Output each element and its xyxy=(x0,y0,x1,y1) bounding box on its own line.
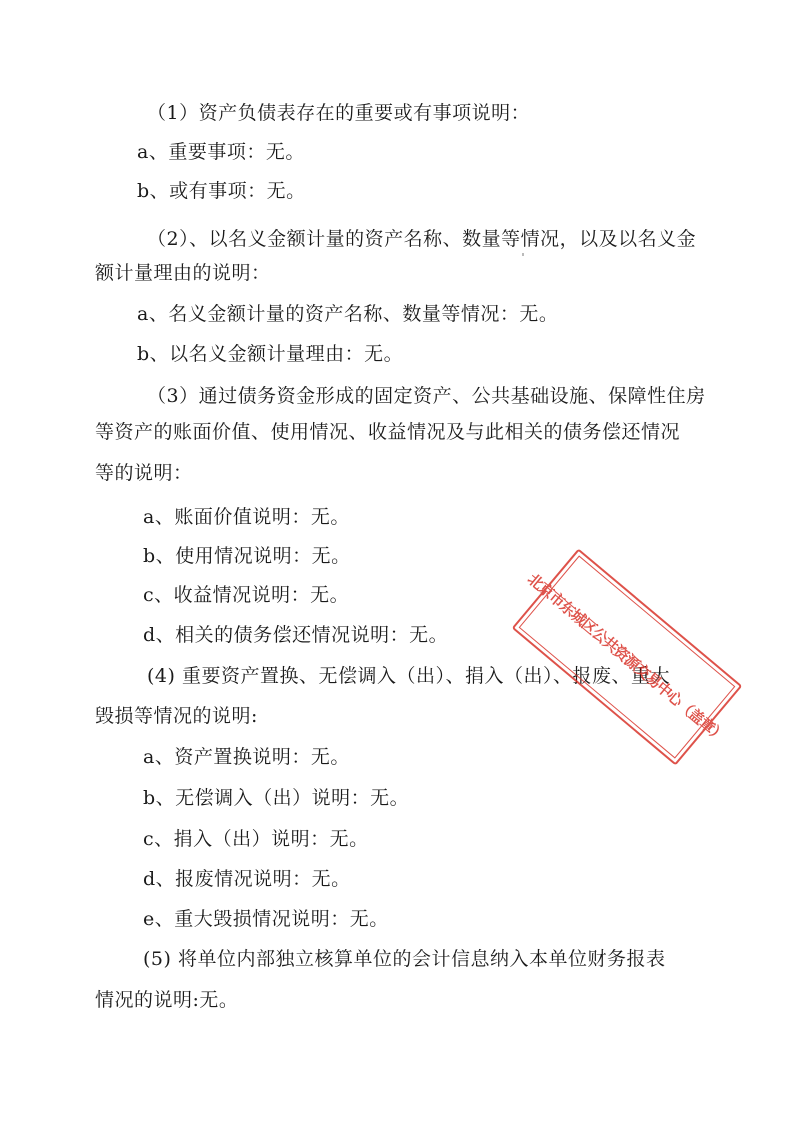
section-3-heading-cont-2: 等的说明： xyxy=(95,462,193,484)
section-1-item-a: a、重要事项：无。 xyxy=(137,141,305,163)
section-1-item-b: b、或有事项：无。 xyxy=(137,180,306,202)
section-2-heading: （2）、以名义金额计量的资产名称、数量等情况，以及以名义金 xyxy=(147,228,697,250)
section-3-heading: （3）通过债务资金形成的固定资产、公共基础设施、保障性住房 xyxy=(147,385,706,407)
section-4-item-b: b、无偿调入（出）说明：无。 xyxy=(143,787,410,809)
section-1-heading: （1）资产负债表存在的重要或有事项说明： xyxy=(147,102,531,124)
official-seal-stamp xyxy=(512,548,743,765)
section-2-item-b: b、以名义金额计量理由：无。 xyxy=(137,343,404,365)
section-3-heading-cont-1: 等资产的账面价值、使用情况、收益情况及与此相关的债务偿还情况 xyxy=(95,421,681,443)
section-4-item-e: e、重大毁损情况说明：无。 xyxy=(143,908,389,930)
section-2-item-a: a、名义金额计量的资产名称、数量等情况：无。 xyxy=(137,303,559,325)
section-3-item-d: d、相关的债务偿还情况说明：无。 xyxy=(143,624,449,646)
section-4-item-c: c、捐入（出）说明：无。 xyxy=(143,828,369,850)
seal-text: 北京市东城区公共资源交易中心（盖章） xyxy=(524,569,729,746)
section-4-heading: (4) 重要资产置换、无偿调入（出）、捐入（出）、报废、重大 xyxy=(147,665,670,687)
section-2-heading-cont: 额计量理由的说明： xyxy=(95,262,271,284)
section-3-item-a: a、账面价值说明：无。 xyxy=(143,506,350,528)
section-5-heading: (5) 将单位内部独立核算单位的会计信息纳入本单位财务报表 xyxy=(143,948,666,970)
section-3-item-c: c、收益情况说明：无。 xyxy=(143,584,350,606)
section-4-heading-cont: 毁损等情况的说明: xyxy=(95,705,258,727)
scan-speck xyxy=(522,253,524,256)
section-5-heading-cont: 情况的说明:无。 xyxy=(95,989,239,1011)
section-3-item-b: b、使用情况说明：无。 xyxy=(143,545,351,567)
section-4-item-a: a、资产置换说明：无。 xyxy=(143,746,350,768)
section-4-item-d: d、报废情况说明：无。 xyxy=(143,868,351,890)
